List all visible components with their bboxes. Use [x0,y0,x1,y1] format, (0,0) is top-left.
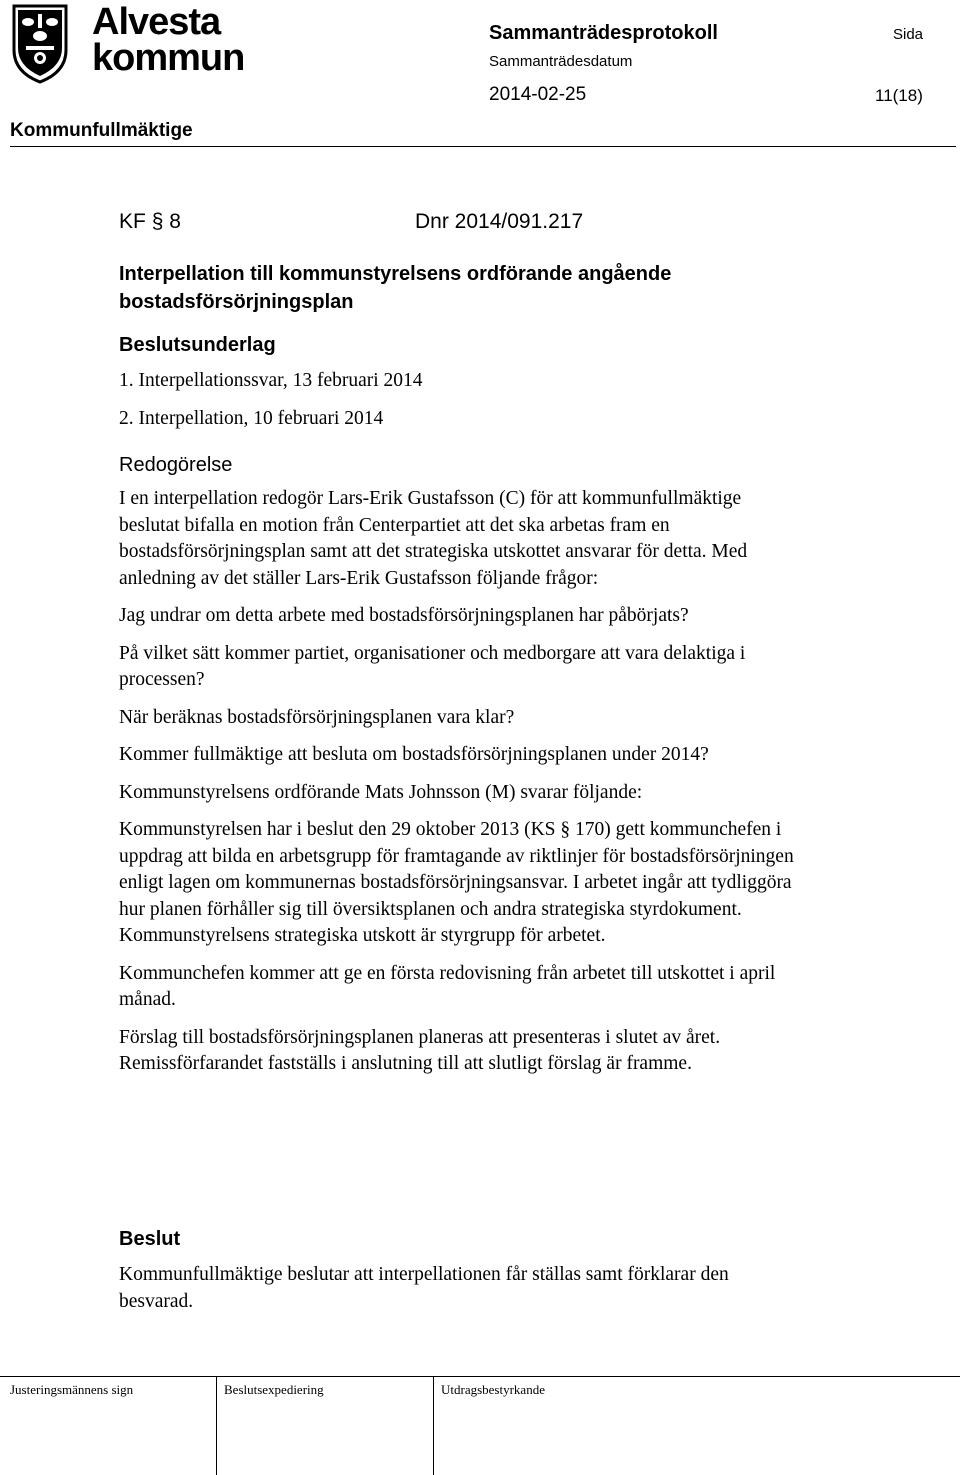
footer-divider [0,1376,960,1377]
paragraph: När beräknas bostadsförsörjningsplanen vara klar? [119,706,515,728]
meeting-date-label: Sammanträdesdatum [489,53,633,70]
list-item: 2. Interpellation, 10 februari 2014 [119,408,384,429]
account-body [119,486,799,1089]
paragraph: Förslag till bostadsförsörjningsplanen planeras att presenteras i slutet av året. Remissförfarandet fastställs i anslutning till att slutligt förslag är framme. [119,1026,721,1074]
case-title: Interpellation till kommunstyrelsens ordförande angående bostadsförsörjningsplan [119,263,672,313]
brand-wordmark-line2: kommun [92,37,245,79]
paragraph: Kommunstyrelsens ordförande Mats Johnsson (M) svarar följande: [119,781,643,803]
page-label: Sida [893,26,924,43]
meeting-date-value: 2014-02-25 [489,84,587,105]
footer-column-divider [433,1376,434,1475]
case-number: 8 [169,210,181,233]
signature-field-label: Justeringsmännens sign [10,1382,134,1397]
assembly-name: Kommunfullmäktige [10,120,193,141]
footer-column-divider [216,1376,217,1475]
paragraph: Kommunstyrelsen har i beslut den 29 oktober 2013 (KS § 170) gett kommunchefen i uppdrag att bilda en arbetsgrupp för framtagande av riktlinjer för bostadsförsörjningen enligt lagen om kommunernas bostadsförsörjningsansvar. I arbetet ingår att tydliggöra hur planen förhåller sig till översiktsplanen och andra strategiska styrdokument. Kommunstyrelsens strategiska utskott är styrgrupp för arbetet. [119,819,794,946]
registration-number: Dnr 2014/091.217 [415,210,584,233]
paragraph: Kommer fullmäktige att besluta om bostadsförsörjningsplanen under 2014? [119,744,709,765]
decision-basis-heading: Beslutsunderlag [119,334,276,356]
decision-heading: Beslut [119,1228,181,1250]
document-type: Sammanträdesprotokoll [489,22,718,44]
brand-wordmark-line1: Alvesta [92,1,221,43]
case-identifier [119,210,181,234]
case-prefix: KF [119,210,146,233]
list-item: 1. Interpellationssvar, 13 februari 2014 [119,370,423,391]
paragraph: På vilket sätt kommer partiet, organisationer och medborgare att vara delaktiga i processen? [119,642,746,690]
dispatch-field-label: Beslutsexpediering [224,1382,324,1397]
paragraph-sign: § [151,210,164,233]
paragraph: I en interpellation redogör Lars-Erik Gustafsson (C) för att kommunfullmäktige beslutat bifalla en motion från Centerpartiet att det ska arbetas fram en bostadsförsörjningsplan samt att det strategiska utskottet ansvarar för detta. Med anledning av det ställer Lars-Erik Gustafsson följande frågor: [119,488,748,589]
page-number: 11(18) [875,86,923,105]
paragraph: Jag undrar om detta arbete med bostadsförsörjningsplanen har påbörjats? [119,605,689,626]
extract-certification-label: Utdragsbestyrkande [441,1382,545,1397]
header-divider [10,146,956,147]
decision-text: Kommunfullmäktige beslutar att interpellationen får ställas samt förklarar den besvarad. [119,1264,729,1312]
account-heading: Redogörelse [119,454,233,476]
municipality-crest-logo [10,2,70,84]
decision-basis-list [119,368,839,444]
paragraph: Kommunchefen kommer att ge en första redovisning från arbetet till utskottet i april månad. [119,962,776,1010]
